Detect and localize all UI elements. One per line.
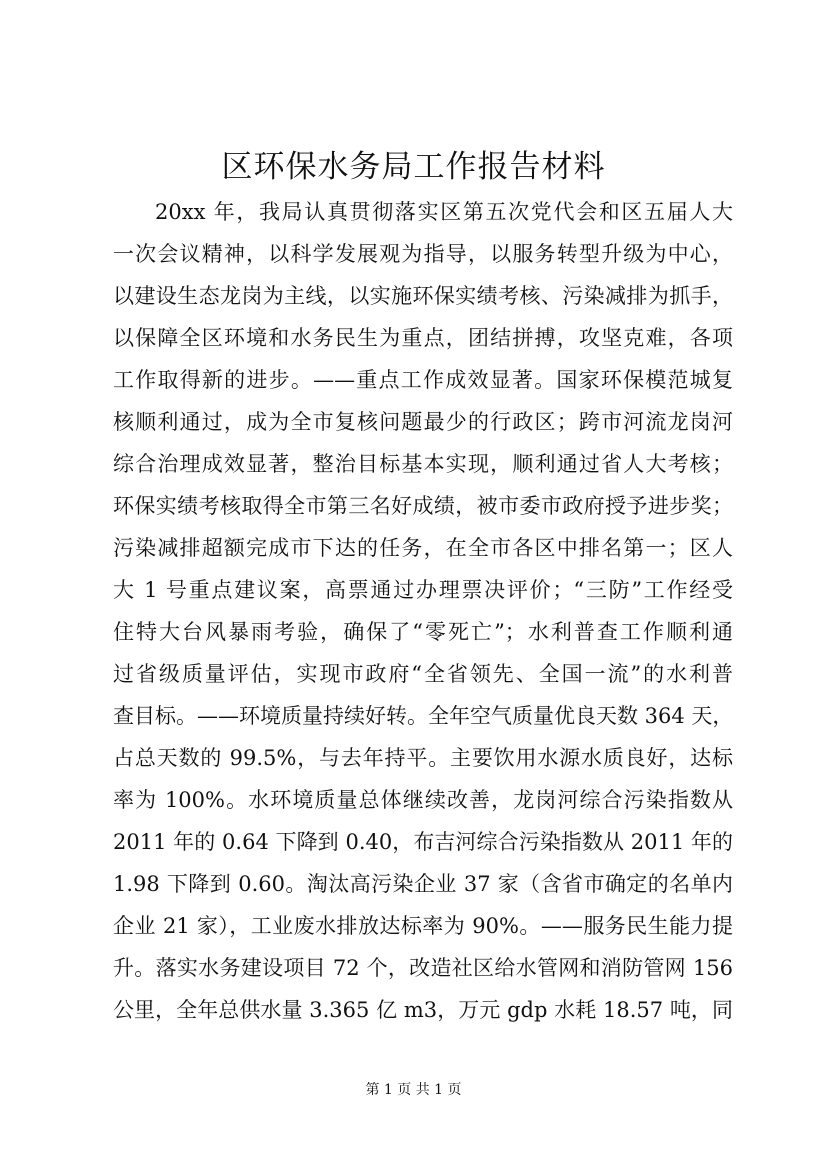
body-line: 核顺利通过，成为全市复核问题最少的行政区；跨市河流龙岗河: [113, 410, 733, 434]
body-line: 工作取得新的进步。——重点工作成效显著。国家环保模范城复: [113, 368, 733, 392]
body-line: 企业 21 家），工业废水排放达标率为 90%。——服务民生能力提: [113, 914, 733, 938]
body-line: 环保实绩考核取得全市第三名好成绩，被市委市政府授予进步奖；: [113, 494, 733, 518]
body-line: 占总天数的 99.5%，与去年持平。主要饮用水源水质良好，达标: [113, 746, 733, 770]
document-body: [113, 191, 733, 1031]
body-line: 住特大台风暴雨考验，确保了“零死亡”；水利普查工作顺利通: [113, 620, 733, 644]
body-line: 大 1 号重点建议案，高票通过办理票决评价；“三防”工作经受: [113, 578, 733, 602]
body-line: 2011 年的 0.64 下降到 0.40，布吉河综合污染指数从 2011 年的: [113, 830, 733, 854]
body-line: 污染减排超额完成市下达的任务，在全市各区中排名第一；区人: [113, 536, 733, 560]
body-line: 综合治理成效显著，整治目标基本实现，顺利通过省人大考核；: [113, 452, 733, 476]
document-title: 区环保水务局工作报告材料: [221, 149, 606, 185]
body-line: 过省级质量评估，实现市政府“全省领先、全国一流”的水利普: [113, 662, 733, 686]
page-number-footer: 第 1 页 共 1 页: [365, 1082, 462, 1098]
body-line: 一次会议精神，以科学发展观为指导，以服务转型升级为中心，: [113, 242, 733, 266]
body-line: 率为 100%。水环境质量总体继续改善，龙岗河综合污染指数从: [113, 788, 733, 812]
body-line: 以建设生态龙岗为主线，以实施环保实绩考核、污染减排为抓手，: [113, 284, 733, 308]
body-line: 20xx 年，我局认真贯彻落实区第五次党代会和区五届人大: [155, 200, 733, 224]
body-line: 公里，全年总供水量 3.365 亿 m3，万元 gdp 水耗 18.57 吨，同: [113, 998, 733, 1022]
body-line: 1.98 下降到 0.60。淘汰高污染企业 37 家（含省市确定的名单内: [113, 872, 733, 896]
body-line: 升。落实水务建设项目 72 个，改造社区给水管网和消防管网 156: [113, 956, 733, 980]
body-line: 查目标。——环境质量持续好转。全年空气质量优良天数 364 天，: [113, 704, 733, 728]
body-line: 以保障全区环境和水务民生为重点，团结拼搏，攻坚克难，各项: [113, 326, 733, 350]
